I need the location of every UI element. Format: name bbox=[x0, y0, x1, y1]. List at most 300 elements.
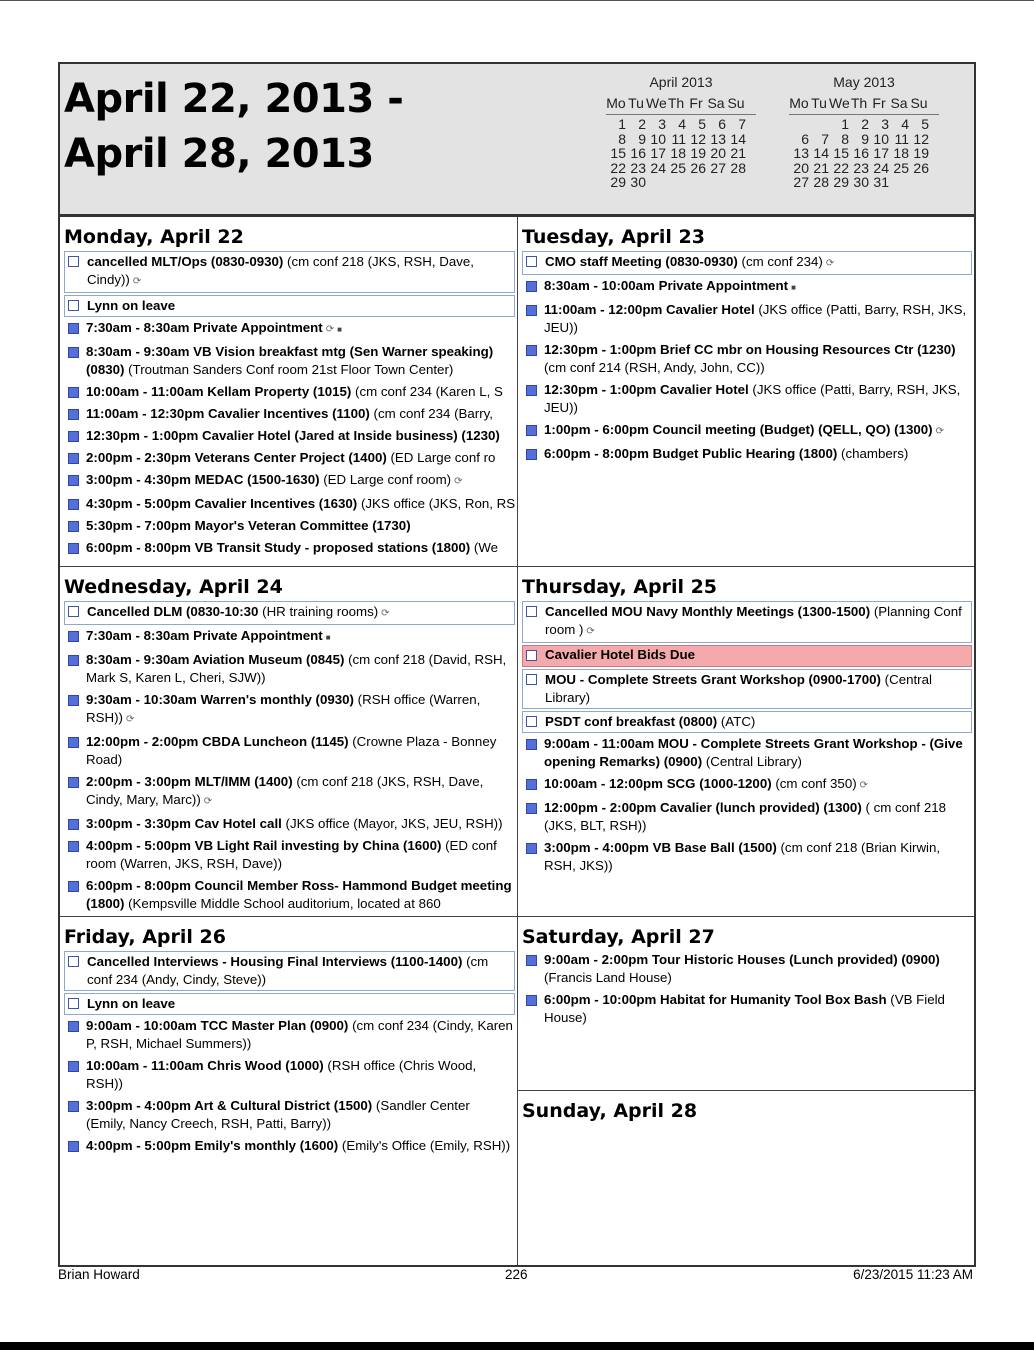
busy-status-icon bbox=[526, 803, 537, 814]
mini-calendar-date[interactable]: 30 bbox=[853, 174, 869, 191]
mini-calendar-date[interactable]: 4 bbox=[678, 116, 686, 132]
busy-status-icon bbox=[68, 431, 79, 442]
calendar-event[interactable] bbox=[522, 951, 972, 989]
calendar-event[interactable] bbox=[64, 343, 515, 381]
mini-calendar-date[interactable]: 8 bbox=[841, 130, 849, 147]
mini-calendar-date[interactable] bbox=[789, 117, 809, 132]
day-wednesday bbox=[60, 567, 517, 916]
busy-status-icon bbox=[68, 387, 79, 398]
weekday-label: Fr bbox=[689, 95, 703, 111]
calendar-event[interactable] bbox=[64, 601, 515, 625]
event-location: (cm conf 234 (Cindy, Karen P, RSH, Michael Summers)) bbox=[86, 1018, 513, 1051]
event-location: (Francis Land House) bbox=[544, 970, 672, 985]
mini-calendar-date[interactable]: 15 bbox=[833, 145, 849, 162]
mini-calendar-date[interactable]: 21 bbox=[730, 145, 746, 162]
free-status-icon bbox=[526, 256, 537, 267]
mini-calendar-date[interactable]: 3 bbox=[881, 116, 889, 132]
weekday-label: Su bbox=[727, 95, 745, 111]
mini-calendar-date[interactable]: 5 bbox=[921, 116, 929, 132]
mini-calendar-date[interactable]: 22 bbox=[610, 159, 626, 176]
event-title: Cancelled DLM (0830-10:30 bbox=[87, 604, 259, 619]
calendar-event[interactable] bbox=[64, 539, 515, 559]
mini-calendar-date[interactable]: 22 bbox=[833, 159, 849, 176]
busy-status-icon bbox=[68, 881, 79, 892]
weekday-label: Tu bbox=[628, 95, 644, 111]
event-location: (JKS office (Patti, Barry, RSH, JKS, JEU)) bbox=[544, 302, 967, 335]
calendar-event[interactable] bbox=[64, 319, 515, 341]
recurring-icon: ⟳ bbox=[325, 324, 335, 335]
mini-calendar-title: April 2013 bbox=[649, 74, 713, 90]
mini-calendar-date[interactable]: 20 bbox=[793, 159, 809, 176]
day-title: Monday, April 22 bbox=[64, 226, 244, 248]
calendar-event[interactable] bbox=[522, 839, 972, 877]
recurring-icon: ⟳ bbox=[825, 258, 835, 269]
recurring-icon: ⟳ bbox=[935, 426, 944, 437]
calendar-event[interactable] bbox=[522, 735, 972, 773]
weekday-label: Su bbox=[910, 95, 928, 111]
event-title: Lynn on leave bbox=[87, 298, 176, 313]
mini-calendar-date[interactable]: 28 bbox=[813, 174, 829, 191]
mini-calendar-date[interactable]: 15 bbox=[610, 145, 626, 162]
calendar-event[interactable] bbox=[522, 421, 972, 443]
calendar-event[interactable] bbox=[64, 993, 515, 1015]
calendar-event[interactable] bbox=[64, 951, 515, 991]
mini-calendar-week bbox=[789, 161, 939, 176]
mini-calendar-week bbox=[606, 132, 756, 147]
mini-calendar-date[interactable]: 11 bbox=[671, 130, 686, 147]
recurring-icon: ⟳ bbox=[454, 476, 463, 487]
mini-calendar-may bbox=[789, 74, 939, 190]
week-header bbox=[58, 62, 976, 216]
mini-calendar-date[interactable]: 19 bbox=[913, 145, 929, 162]
mini-calendar-date[interactable]: 13 bbox=[793, 145, 809, 162]
mini-calendar-date[interactable]: 26 bbox=[690, 159, 706, 176]
event-title: 9:30am - 10:30am Warren's monthly (0930) bbox=[86, 692, 354, 707]
weekday-label: We bbox=[829, 95, 850, 111]
mini-calendar-date[interactable]: 13 bbox=[710, 130, 726, 147]
mini-calendar-date[interactable]: 5 bbox=[698, 116, 706, 132]
footer-author: Brian Howard bbox=[58, 1267, 140, 1282]
calendar-event[interactable] bbox=[522, 601, 972, 643]
weekday-label: Mo bbox=[606, 95, 626, 111]
free-status-icon bbox=[68, 956, 79, 967]
busy-status-icon bbox=[526, 739, 537, 750]
mini-calendar-date[interactable]: 3 bbox=[658, 116, 666, 132]
event-location: (Emily's Office (Emily, RSH)) bbox=[338, 1138, 511, 1153]
event-location: (cm conf 218 (JKS, RSH, Dave, Cindy)) bbox=[87, 254, 474, 287]
week-title bbox=[64, 72, 403, 182]
event-location: (chambers) bbox=[837, 446, 909, 461]
event-title: 7:30am - 8:30am Private Appointment bbox=[86, 320, 323, 335]
event-location: (Kempsville Middle School auditorium, located at 860 bbox=[124, 896, 441, 911]
mini-calendar-date[interactable]: 6 bbox=[718, 116, 726, 132]
weekday-label: We bbox=[646, 95, 667, 111]
mini-calendar-week bbox=[606, 117, 756, 132]
mini-calendar-weekdays bbox=[789, 93, 939, 115]
calendar-event[interactable] bbox=[522, 277, 972, 299]
event-title: 4:00pm - 5:00pm Emily's monthly (1600) bbox=[86, 1138, 339, 1153]
event-location: (cm conf 350) bbox=[771, 776, 857, 791]
busy-status-icon bbox=[68, 655, 79, 666]
day-title: Tuesday, April 23 bbox=[522, 226, 705, 248]
recurring-icon: ⟳ bbox=[586, 626, 595, 637]
event-title: cancelled MLT/Ops (0830-0930) bbox=[87, 254, 284, 269]
event-location: (ED Large conf room) bbox=[319, 472, 452, 487]
mini-calendar-date[interactable] bbox=[909, 175, 929, 190]
mini-calendar-date[interactable]: 11 bbox=[894, 130, 909, 147]
event-title: 12:30pm - 1:00pm Brief CC mbr on Housing Resources Ctr (1230) bbox=[544, 342, 956, 357]
day-title: Saturday, April 27 bbox=[522, 926, 715, 948]
busy-status-icon bbox=[68, 1061, 79, 1072]
recurring-icon: ⟳ bbox=[125, 714, 135, 725]
event-location: (cm conf 234 (Karen L, S bbox=[351, 384, 503, 399]
day-title: Friday, April 26 bbox=[64, 926, 226, 948]
busy-status-icon bbox=[68, 695, 79, 706]
event-title: 4:00pm - 5:00pm VB Light Rail investing by China (1600) bbox=[86, 838, 442, 853]
day-monday bbox=[60, 217, 517, 566]
recurring-icon: ⟳ bbox=[381, 608, 390, 619]
footer-timestamp: 6/23/2015 11:23 AM bbox=[853, 1267, 973, 1282]
mini-calendar-date[interactable]: 27 bbox=[793, 174, 809, 191]
event-title: 5:30pm - 7:00pm Mayor's Veteran Committee (1730) bbox=[86, 518, 411, 533]
busy-status-icon bbox=[68, 631, 79, 642]
event-location: (cm conf 218 (Brian Kirwin, RSH, JKS)) bbox=[544, 840, 941, 873]
mini-calendar-date[interactable]: 27 bbox=[710, 159, 726, 176]
mini-calendar-week bbox=[606, 146, 756, 161]
busy-status-icon bbox=[68, 499, 79, 510]
mini-calendar-date[interactable]: 17 bbox=[650, 145, 666, 162]
mini-calendar-date[interactable]: 1 bbox=[618, 116, 626, 132]
event-location: (cm conf 218 (JKS, RSH, Dave, Cindy, Mary, Marc)) bbox=[86, 774, 484, 807]
busy-status-icon bbox=[526, 345, 537, 356]
event-title: 10:00am - 11:00am Kellam Property (1015) bbox=[86, 384, 352, 399]
mini-calendar-date[interactable] bbox=[889, 175, 909, 190]
calendar-event[interactable] bbox=[522, 381, 972, 419]
week-title-line2: April 28, 2013 bbox=[64, 131, 374, 177]
event-location: (JKS office (JKS, Ron, RS bbox=[357, 496, 516, 511]
day-sunday bbox=[518, 1091, 974, 1265]
event-title: 12:00pm - 2:00pm Cavalier (lunch provided) (1300) bbox=[544, 800, 862, 815]
event-title: Lynn on leave bbox=[87, 996, 176, 1011]
event-location: (Sandler Center (Emily, Nancy Creech, RSH, Patti, Barry)) bbox=[86, 1098, 470, 1131]
mini-calendar-date[interactable]: 7 bbox=[738, 116, 746, 132]
calendar-event[interactable] bbox=[64, 1137, 515, 1157]
event-title: 12:30pm - 1:00pm Cavalier Hotel (Jared at Inside business) (1230) bbox=[86, 428, 500, 443]
busy-status-icon bbox=[68, 1101, 79, 1112]
calendar-event[interactable] bbox=[522, 669, 972, 709]
busy-status-icon bbox=[526, 281, 537, 292]
mini-calendar-week bbox=[789, 117, 939, 132]
week-title-line1: April 22, 2013 - bbox=[64, 76, 404, 122]
mini-calendar-date[interactable]: 24 bbox=[873, 159, 889, 176]
event-title: 10:00am - 11:00am Chris Wood (1000) bbox=[86, 1058, 324, 1073]
busy-status-icon bbox=[526, 305, 537, 316]
event-location: (JKS office (Mayor, JKS, JEU, RSH)) bbox=[281, 816, 503, 831]
event-location: (RSH office (Warren, RSH)) bbox=[86, 692, 481, 725]
footer-page-number: 226 bbox=[505, 1267, 528, 1282]
calendar-event[interactable] bbox=[64, 517, 515, 537]
calendar-event[interactable] bbox=[64, 427, 515, 447]
mini-calendar-date[interactable]: 10 bbox=[873, 130, 889, 147]
calendar-event[interactable] bbox=[64, 733, 515, 771]
busy-status-icon bbox=[526, 955, 537, 966]
day-title: Sunday, April 28 bbox=[522, 1100, 698, 1122]
recurring-icon: ⟳ bbox=[132, 276, 142, 287]
day-thursday bbox=[518, 567, 974, 916]
event-location: (RSH office (Chris Wood, RSH)) bbox=[86, 1058, 477, 1091]
mini-calendar-date[interactable]: 24 bbox=[650, 159, 666, 176]
calendar-event[interactable] bbox=[522, 991, 972, 1029]
weekday-label: Sa bbox=[890, 95, 908, 111]
calendar-event[interactable] bbox=[64, 1057, 515, 1095]
busy-status-icon bbox=[68, 819, 79, 830]
busy-status-icon bbox=[68, 777, 79, 788]
busy-status-icon bbox=[526, 779, 537, 790]
event-location: (HR training rooms) bbox=[258, 604, 379, 619]
mini-calendar-weekdays bbox=[606, 93, 756, 115]
calendar-event[interactable] bbox=[64, 295, 515, 317]
event-title: 8:30am - 9:30am VB Vision breakfast mtg (Sen Warner speaking) (0830) bbox=[86, 344, 494, 377]
mini-calendar-date[interactable]: 17 bbox=[873, 145, 889, 162]
recurring-icon: ⟳ bbox=[203, 796, 213, 807]
busy-status-icon bbox=[68, 1141, 79, 1152]
mini-calendar-date[interactable]: 2 bbox=[638, 116, 646, 132]
top-rule bbox=[0, 0, 1034, 1]
free-status-icon bbox=[526, 650, 537, 661]
mini-calendar-april bbox=[606, 74, 756, 190]
busy-status-icon bbox=[68, 347, 79, 358]
mini-calendar-date[interactable]: 16 bbox=[630, 145, 646, 162]
mini-calendar-date[interactable]: 4 bbox=[901, 116, 909, 132]
free-status-icon bbox=[68, 300, 79, 311]
mini-calendar-week bbox=[606, 161, 756, 176]
mini-calendar-date[interactable]: 23 bbox=[630, 159, 646, 176]
event-title: 11:00am - 12:00pm Cavalier Hotel bbox=[544, 302, 755, 317]
weekday-label: Th bbox=[850, 95, 868, 111]
busy-status-icon bbox=[68, 409, 79, 420]
event-title: Cancelled Interviews - Housing Final Interviews (1100-1400) bbox=[87, 954, 463, 969]
calendar-event[interactable] bbox=[522, 645, 972, 667]
free-status-icon bbox=[68, 606, 79, 617]
event-location: ( cm conf 218 (JKS, BLT, RSH)) bbox=[544, 800, 946, 833]
event-location: (JKS office (Patti, Barry, RSH, JKS, JEU)) bbox=[544, 382, 961, 415]
calendar-event[interactable] bbox=[64, 405, 515, 425]
bottom-bar bbox=[0, 1342, 1034, 1350]
event-location: (ED conf room (Warren, JKS, RSH, Dave)) bbox=[86, 838, 497, 871]
mini-calendar-date[interactable]: 18 bbox=[893, 145, 909, 162]
busy-status-icon bbox=[68, 841, 79, 852]
event-title: 4:30pm - 5:00pm Cavalier Incentives (1630) bbox=[86, 496, 358, 511]
event-title: Cancelled MOU Navy Monthly Meetings (1300-1500) bbox=[545, 604, 871, 619]
event-location: (cm conf 214 (RSH, Andy, John, CC)) bbox=[544, 360, 765, 375]
event-location: (Crowne Plaza - Bonney Road) bbox=[86, 734, 497, 767]
recurring-icon: ⟳ bbox=[859, 780, 869, 791]
mini-calendar-date[interactable]: 19 bbox=[690, 145, 706, 162]
calendar-event[interactable] bbox=[522, 341, 972, 379]
mini-calendar-week bbox=[789, 132, 939, 147]
private-lock-icon: ■ bbox=[325, 633, 331, 642]
calendar-event[interactable] bbox=[522, 799, 972, 837]
mini-calendar-date[interactable]: 1 bbox=[841, 116, 849, 132]
free-status-icon bbox=[526, 716, 537, 727]
busy-status-icon bbox=[526, 843, 537, 854]
event-title: 3:00pm - 4:30pm MEDAC (1500-1630) bbox=[86, 472, 320, 487]
weekday-label: Fr bbox=[872, 95, 886, 111]
mini-calendar-date[interactable]: 14 bbox=[813, 145, 829, 162]
event-title: 3:00pm - 3:30pm Cav Hotel call bbox=[86, 816, 282, 831]
event-title: 6:00pm - 8:00pm Budget Public Hearing (1800) bbox=[544, 446, 838, 461]
event-title: 6:00pm - 8:00pm VB Transit Study - proposed stations (1800) bbox=[86, 540, 471, 555]
mini-calendar-date[interactable]: 2 bbox=[861, 116, 869, 132]
event-title: CMO staff Meeting (0830-0930) bbox=[545, 254, 738, 269]
weekday-label: Mo bbox=[789, 95, 809, 111]
event-title: 9:00am - 10:00am TCC Master Plan (0900) bbox=[86, 1018, 349, 1033]
private-lock-icon: ■ bbox=[337, 325, 342, 334]
calendar-event[interactable] bbox=[64, 691, 515, 731]
mini-calendar-date[interactable]: 26 bbox=[913, 159, 929, 176]
mini-calendar-date[interactable]: 31 bbox=[873, 174, 889, 191]
mini-calendar-date[interactable]: 23 bbox=[853, 159, 869, 176]
event-location: (We bbox=[470, 540, 499, 555]
event-title: 6:00pm - 8:00pm Council Member Ross- Hammond Budget meeting (1800) bbox=[86, 878, 512, 911]
event-location: (Planning Conf room ) bbox=[545, 604, 962, 637]
mini-calendar-date[interactable] bbox=[646, 175, 666, 190]
event-location: (cm conf 234) bbox=[737, 254, 823, 269]
busy-status-icon bbox=[526, 425, 537, 436]
calendar-event[interactable] bbox=[64, 651, 515, 689]
mini-calendar-date[interactable]: 28 bbox=[730, 159, 746, 176]
calendar-event[interactable] bbox=[64, 251, 515, 293]
mini-calendar-date[interactable]: 30 bbox=[630, 174, 646, 191]
mini-calendar-date[interactable]: 7 bbox=[821, 130, 829, 147]
busy-status-icon bbox=[526, 995, 537, 1006]
mini-calendar-week bbox=[606, 175, 756, 190]
mini-calendar-date[interactable]: 14 bbox=[730, 130, 746, 147]
mini-calendar-date[interactable] bbox=[809, 117, 829, 132]
event-title: 3:00pm - 4:00pm Art & Cultural District (1500) bbox=[86, 1098, 373, 1113]
free-status-icon bbox=[526, 674, 537, 685]
mini-calendar-week bbox=[789, 175, 939, 190]
mini-calendar-date[interactable]: 25 bbox=[893, 159, 909, 176]
event-title: 12:30pm - 1:00pm Cavalier Hotel bbox=[544, 382, 749, 397]
event-title: 11:00am - 12:30pm Cavalier Incentives (1100) bbox=[86, 406, 370, 421]
weekday-label: Sa bbox=[707, 95, 725, 111]
calendar-event[interactable] bbox=[522, 301, 972, 339]
mini-calendar-date[interactable]: 29 bbox=[833, 174, 849, 191]
event-location: (cm conf 218 (David, RSH, Mark S, Karen L, Cheri, SJW)) bbox=[86, 652, 507, 685]
event-title: 9:00am - 11:00am MOU - Complete Streets Grant Workshop - (Give opening Remarks) (0900) bbox=[544, 736, 963, 769]
mini-calendar-date[interactable]: 16 bbox=[853, 145, 869, 162]
event-title: 8:30am - 9:30am Aviation Museum (0845) bbox=[86, 652, 345, 667]
mini-calendar-date[interactable]: 18 bbox=[670, 145, 686, 162]
week-grid bbox=[58, 215, 976, 1267]
event-title: 6:00pm - 10:00pm Habitat for Humanity Tool Box Bash bbox=[544, 992, 887, 1007]
calendar-event[interactable] bbox=[64, 627, 515, 649]
mini-calendar-date[interactable] bbox=[686, 175, 706, 190]
busy-status-icon bbox=[68, 475, 79, 486]
mini-calendar-date[interactable]: 12 bbox=[913, 130, 929, 147]
mini-calendar-week bbox=[789, 146, 939, 161]
mini-calendar-date[interactable]: 9 bbox=[861, 130, 869, 147]
event-location: (ATC) bbox=[717, 714, 756, 729]
mini-calendar-date[interactable]: 8 bbox=[618, 130, 626, 147]
mini-calendar-date[interactable]: 25 bbox=[670, 159, 686, 176]
free-status-icon bbox=[68, 998, 79, 1009]
calendar-event[interactable] bbox=[522, 775, 972, 797]
weekday-label: Tu bbox=[811, 95, 827, 111]
calendar-event[interactable] bbox=[64, 383, 515, 403]
free-status-icon bbox=[526, 606, 537, 617]
mini-calendar-date[interactable]: 20 bbox=[710, 145, 726, 162]
mini-calendar-date[interactable] bbox=[666, 175, 686, 190]
event-location: (cm conf 234 (Barry, bbox=[369, 406, 493, 421]
mini-calendar-date[interactable]: 29 bbox=[610, 174, 626, 191]
calendar-event[interactable] bbox=[64, 1097, 515, 1135]
day-title: Thursday, April 25 bbox=[522, 576, 718, 598]
calendar-event[interactable] bbox=[64, 877, 515, 915]
event-title: MOU - Complete Streets Grant Workshop (0900-1700) bbox=[545, 672, 881, 687]
busy-status-icon bbox=[68, 1021, 79, 1032]
event-title: Cavalier Hotel Bids Due bbox=[545, 647, 696, 662]
event-title: 2:00pm - 3:00pm MLT/IMM (1400) bbox=[86, 774, 293, 789]
mini-calendar-date[interactable]: 12 bbox=[690, 130, 706, 147]
calendar-event[interactable] bbox=[64, 449, 515, 469]
event-title: PSDT conf breakfast (0800) bbox=[545, 714, 718, 729]
calendar-event[interactable] bbox=[64, 837, 515, 875]
calendar-event[interactable] bbox=[522, 711, 972, 733]
event-location: (Troutman Sanders Conf room 21st Floor Town Center) bbox=[124, 362, 454, 377]
event-location: (VB Field House) bbox=[544, 992, 945, 1025]
calendar-event[interactable] bbox=[64, 1017, 515, 1055]
calendar-event[interactable] bbox=[64, 773, 515, 813]
event-title: 9:00am - 2:00pm Tour Historic Houses (Lunch provided) (0900) bbox=[544, 952, 940, 967]
calendar-event[interactable] bbox=[64, 815, 515, 835]
event-title: 7:30am - 8:30am Private Appointment bbox=[86, 628, 323, 643]
event-title: 8:30am - 10:00am Private Appointment bbox=[544, 278, 789, 293]
busy-status-icon bbox=[526, 449, 537, 460]
mini-calendar-date[interactable]: 9 bbox=[638, 130, 646, 147]
mini-calendar-date[interactable]: 10 bbox=[650, 130, 666, 147]
mini-calendar-date[interactable] bbox=[726, 175, 746, 190]
calendar-event[interactable] bbox=[522, 251, 972, 275]
calendar-event[interactable] bbox=[64, 471, 515, 493]
event-title: 1:00pm - 6:00pm Council meeting (Budget) (QELL, QO) (1300) bbox=[544, 422, 933, 437]
event-title: 12:00pm - 2:00pm CBDA Luncheon (1145) bbox=[86, 734, 349, 749]
day-title: Wednesday, April 24 bbox=[64, 576, 283, 598]
event-location: (ED Large conf ro bbox=[386, 450, 496, 465]
busy-status-icon bbox=[68, 737, 79, 748]
event-location: (Central Library) bbox=[702, 754, 802, 769]
weekday-label: Th bbox=[667, 95, 685, 111]
busy-status-icon bbox=[68, 453, 79, 464]
busy-status-icon bbox=[68, 323, 79, 334]
calendar-event[interactable] bbox=[522, 445, 972, 465]
mini-calendar-date[interactable]: 6 bbox=[801, 130, 809, 147]
free-status-icon bbox=[68, 256, 79, 267]
busy-status-icon bbox=[526, 385, 537, 396]
day-friday bbox=[60, 917, 517, 1265]
private-lock-icon: ■ bbox=[791, 283, 796, 292]
event-location: (cm conf 234 (Andy, Cindy, Steve)) bbox=[87, 954, 489, 987]
day-saturday bbox=[518, 917, 974, 1090]
calendar-event[interactable] bbox=[64, 495, 515, 515]
mini-calendar-title: May 2013 bbox=[833, 74, 895, 90]
event-location: (Central Library) bbox=[545, 672, 932, 705]
mini-calendar-date[interactable]: 21 bbox=[813, 159, 829, 176]
mini-calendar-date[interactable] bbox=[706, 175, 726, 190]
event-title: 10:00am - 12:00pm SCG (1000-1200) bbox=[544, 776, 772, 791]
busy-status-icon bbox=[68, 521, 79, 532]
